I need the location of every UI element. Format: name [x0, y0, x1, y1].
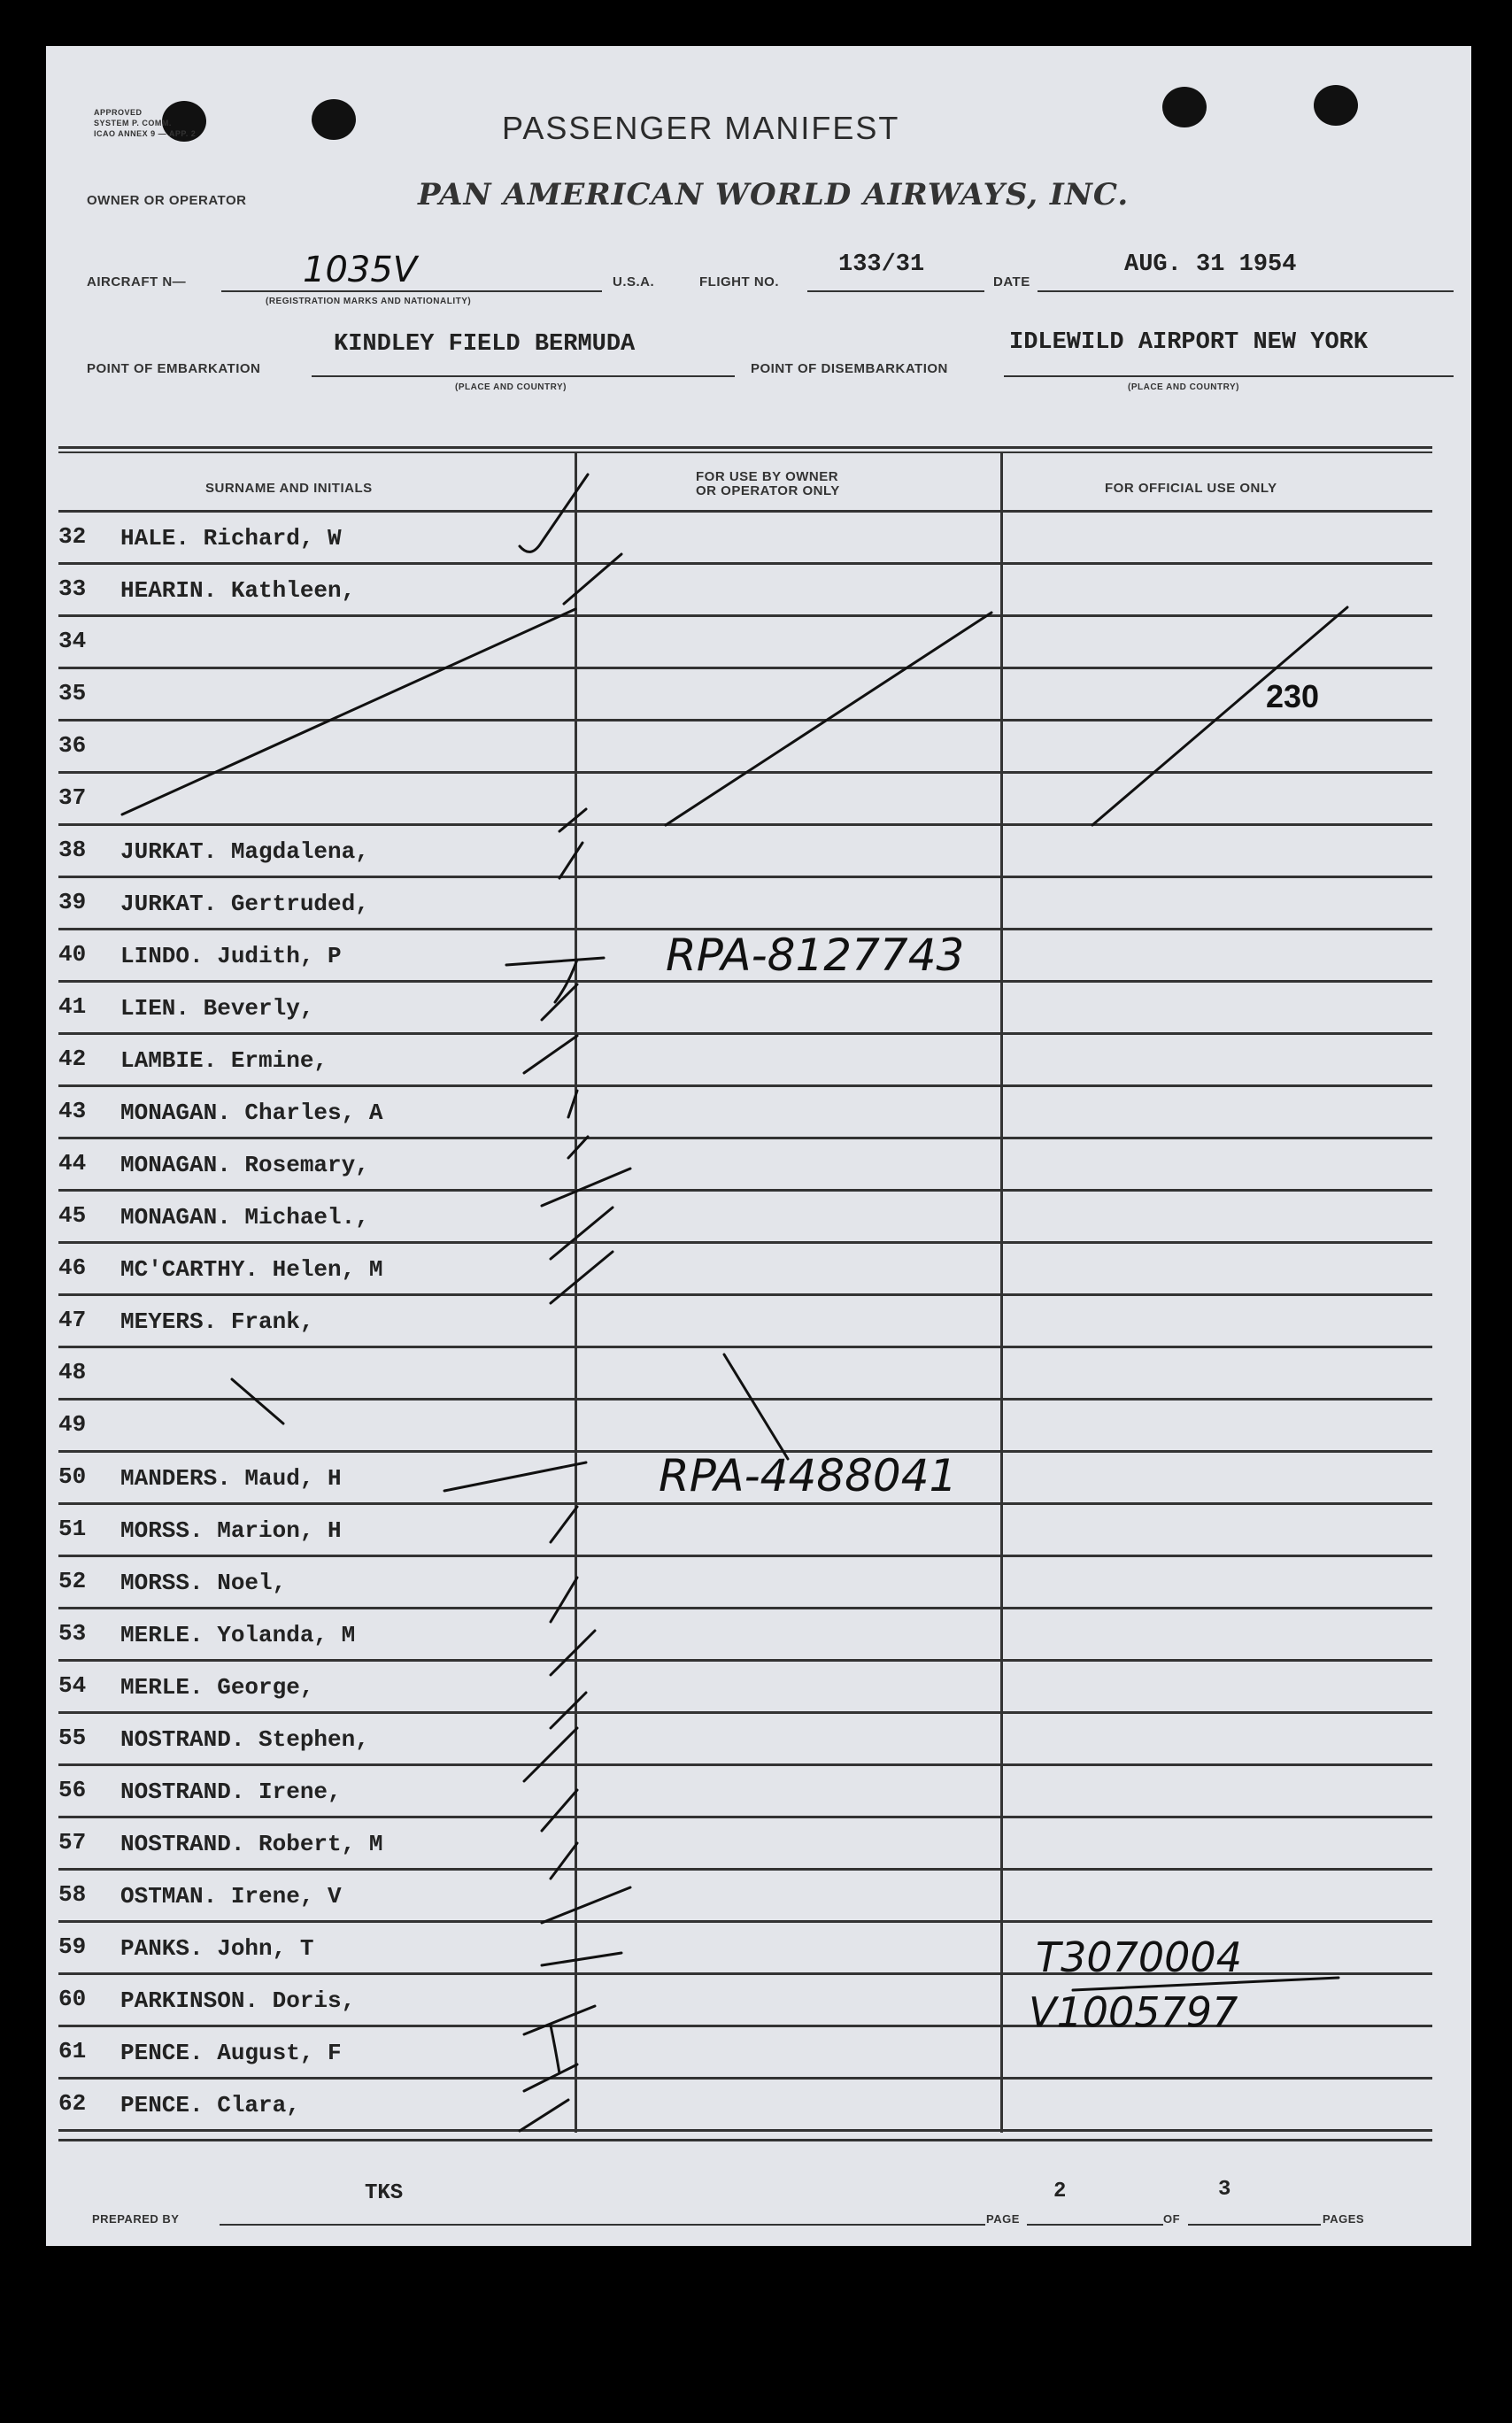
- flight-label: FLIGHT NO.: [699, 274, 779, 289]
- usa-label: U.S.A.: [613, 274, 655, 289]
- check-mark: [524, 1036, 577, 1073]
- row-number: 46: [58, 1254, 87, 1281]
- row-number: 33: [58, 575, 87, 602]
- aircraft-value: 1035V: [303, 250, 418, 290]
- disembark-label: POINT OF DISEMBARKATION: [751, 361, 948, 376]
- row-number: 42: [58, 1046, 87, 1072]
- check-mark: [551, 1208, 613, 1259]
- row-number: 62: [58, 2090, 87, 2117]
- passenger-name: HALE. Richard, W: [120, 525, 342, 552]
- check-mark: [551, 1693, 586, 1728]
- registration-note: (REGISTRATION MARKS AND NATIONALITY): [266, 297, 472, 306]
- col-owner-header-1: FOR USE BY OWNER: [696, 469, 839, 484]
- page-label: PAGE: [986, 2212, 1020, 2226]
- page-value: 2: [1053, 2180, 1067, 2203]
- passenger-name: MONAGAN. Michael.,: [120, 1204, 369, 1231]
- flight-value: 133/31: [838, 251, 925, 278]
- row-number: 37: [58, 784, 87, 811]
- check-mark: [542, 1887, 630, 1923]
- disembark-value: IDLEWILD AIRPORT NEW YORK: [1009, 329, 1369, 356]
- passenger-name: LAMBIE. Ermine,: [120, 1047, 328, 1074]
- passenger-name: MORSS. Marion, H: [120, 1517, 342, 1544]
- check-mark: [551, 1578, 577, 1622]
- row-number: 60: [58, 1986, 87, 2012]
- prepared-value: TKS: [365, 2181, 404, 2205]
- row-number: 36: [58, 732, 87, 759]
- passenger-name: NOSTRAND. Robert, M: [120, 1831, 383, 1857]
- row-number: 40: [58, 941, 87, 968]
- col-surname-header: SURNAME AND INITIALS: [205, 481, 373, 496]
- prepared-underline: [220, 2224, 985, 2226]
- approval-note-1: APPROVED: [94, 108, 143, 117]
- row-number: 50: [58, 1463, 87, 1490]
- row-number: 61: [58, 2038, 87, 2064]
- handwriting-overlay: [46, 46, 1471, 2246]
- approval-note-2: SYSTEM P. COMM.: [94, 119, 172, 127]
- place-note-1: (PLACE AND COUNTRY): [455, 382, 567, 392]
- check-mark: [542, 1790, 577, 1831]
- row-number: 45: [58, 1202, 87, 1229]
- check-mark: [542, 984, 577, 1020]
- passenger-name: JURKAT. Gertruded,: [120, 891, 369, 917]
- check-mark: [524, 1728, 577, 1781]
- row-number: 34: [58, 628, 87, 654]
- check-mark: [551, 1507, 577, 1542]
- date-label: DATE: [993, 274, 1030, 289]
- pages-label: PAGES: [1323, 2212, 1365, 2226]
- row-number: 54: [58, 1672, 87, 1699]
- cancel-stroke: [666, 613, 991, 825]
- passenger-name: MONAGAN. Rosemary,: [120, 1152, 369, 1178]
- passenger-name: MEYERS. Frank,: [120, 1308, 314, 1335]
- row-number: 39: [58, 889, 87, 915]
- place-note-2: (PLACE AND COUNTRY): [1128, 382, 1239, 392]
- embark-label: POINT OF EMBARKATION: [87, 361, 261, 376]
- passenger-name: HEARIN. Kathleen,: [120, 577, 356, 604]
- passenger-name: LIEN. Beverly,: [120, 995, 314, 1022]
- passenger-name: NOSTRAND. Irene,: [120, 1779, 342, 1805]
- date-value: AUG. 31 1954: [1124, 251, 1297, 278]
- check-mark: [551, 1631, 595, 1675]
- row-number: 51: [58, 1516, 87, 1542]
- check-mark: [551, 1843, 577, 1879]
- passenger-name: MC'CARTHY. Helen, M: [120, 1256, 383, 1283]
- passenger-name: PENCE. Clara,: [120, 2092, 300, 2118]
- row-number: 48: [58, 1359, 87, 1385]
- official-code-2: V1005797: [1029, 1988, 1238, 2036]
- row-number: 59: [58, 1933, 87, 1960]
- rpa-number-2: RPA-4488041: [659, 1450, 958, 1501]
- row-number: 43: [58, 1098, 87, 1124]
- prepared-label: PREPARED BY: [92, 2212, 180, 2226]
- passenger-name: JURKAT. Magdalena,: [120, 838, 369, 865]
- passenger-name: MORSS. Noel,: [120, 1570, 287, 1596]
- row-number: 53: [58, 1620, 87, 1647]
- row-number: 38: [58, 837, 87, 863]
- passenger-name: MERLE. Yolanda, M: [120, 1622, 356, 1648]
- row-number: 47: [58, 1307, 87, 1333]
- official-code-1: T3070004: [1036, 1933, 1242, 1981]
- of-label: OF: [1163, 2212, 1181, 2226]
- check-mark: [524, 2006, 595, 2073]
- check-mark: [520, 475, 588, 552]
- cancel-stroke: [232, 1379, 283, 1424]
- passenger-name: OSTMAN. Irene, V: [120, 1883, 342, 1910]
- passenger-name: LINDO. Judith, P: [120, 943, 342, 969]
- cancel-stroke: [724, 1354, 788, 1459]
- check-mark: [542, 1953, 621, 1965]
- passenger-name: MANDERS. Maud, H: [120, 1465, 342, 1492]
- cancel-stroke: [122, 609, 575, 814]
- owner-label: OWNER OR OPERATOR: [87, 193, 247, 208]
- cancel-stroke: [1092, 607, 1347, 825]
- rpa-number-1: RPA-8127743: [666, 930, 965, 981]
- row-number: 35: [58, 680, 87, 706]
- check-mark: [506, 958, 604, 1002]
- passenger-name: MONAGAN. Charles, A: [120, 1100, 383, 1126]
- row-number: 52: [58, 1568, 87, 1594]
- embark-value: KINDLEY FIELD BERMUDA: [334, 331, 636, 358]
- passenger-name: PENCE. August, F: [120, 2040, 342, 2066]
- row-number: 56: [58, 1777, 87, 1803]
- row-number: 49: [58, 1411, 87, 1438]
- passenger-name: PARKINSON. Doris,: [120, 1987, 356, 2014]
- passenger-name: MERLE. George,: [120, 1674, 314, 1701]
- of-value: 3: [1218, 2178, 1231, 2202]
- passenger-name: PANKS. John, T: [120, 1935, 314, 1962]
- passenger-name: NOSTRAND. Stephen,: [120, 1726, 369, 1753]
- aircraft-label: AIRCRAFT N—: [87, 274, 187, 289]
- check-mark: [568, 1091, 577, 1117]
- row-number: 44: [58, 1150, 87, 1177]
- page-underline: [1027, 2224, 1163, 2226]
- check-mark: [559, 843, 582, 878]
- check-mark: [520, 2100, 568, 2131]
- check-mark: [542, 1169, 630, 1206]
- check-mark: [551, 1252, 613, 1303]
- row-number: 55: [58, 1725, 87, 1751]
- check-mark: [559, 809, 586, 831]
- manifest-page: [46, 46, 1471, 2246]
- col-official-header: FOR OFFICIAL USE ONLY: [1105, 481, 1277, 496]
- of-underline: [1188, 2224, 1321, 2226]
- row-number: 57: [58, 1829, 87, 1856]
- row-number: 41: [58, 993, 87, 1020]
- check-mark: [568, 1137, 588, 1158]
- row-number: 58: [58, 1881, 87, 1908]
- col-owner-header-2: OR OPERATOR ONLY: [696, 483, 840, 498]
- official-number: 230: [1266, 678, 1320, 714]
- row-number: 32: [58, 523, 87, 550]
- check-mark: [444, 1462, 586, 1491]
- approval-note-3: ICAO ANNEX 9 — APP. 2: [94, 129, 197, 138]
- check-mark: [524, 2064, 577, 2091]
- check-mark: [564, 554, 621, 604]
- page-title: PASSENGER MANIFEST: [502, 110, 900, 146]
- operator-name: PAN AMERICAN WORLD AIRWAYS, INC.: [418, 177, 1130, 212]
